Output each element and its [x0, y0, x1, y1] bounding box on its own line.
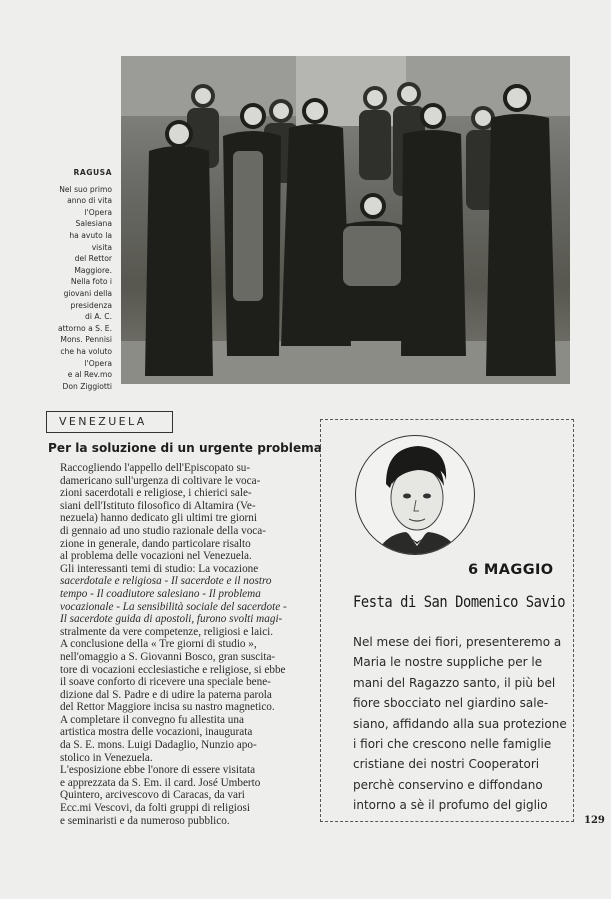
article-line: il soave conforto di ricevere una speciale bene-: [60, 676, 271, 689]
article-paragraph: [48, 563, 306, 639]
saint-portrait-icon: [356, 436, 474, 554]
article-line: Raccogliendo l'appello dell'Episcopato su-: [60, 462, 251, 474]
caption-line: anno di vita: [67, 196, 112, 206]
caption-line: Mons. Pennisi: [60, 335, 112, 345]
caption-line: Nel suo primo: [59, 184, 112, 194]
feast-line: siano, affidando alla sua protezione: [353, 716, 567, 731]
group-photo: [121, 56, 570, 384]
caption-line: del Rettor: [74, 254, 112, 264]
caption-location: RAGUSA: [73, 168, 112, 177]
article-line: L'esposizione ebbe l'onore di essere visitata: [60, 764, 256, 777]
photo-caption: [40, 167, 112, 392]
feast-line: fiore sbocciato nel giardino sale-: [353, 696, 549, 711]
article-line: di gennaio ad uno studio razionale della voca-: [60, 524, 266, 537]
article-line: nezuela) hanno dedicato gli ultimi tre giorni: [60, 512, 257, 525]
article-line: al problema delle vocazioni nel Venezuela.: [60, 550, 252, 563]
caption-line: Salesiana: [75, 219, 112, 229]
caption-line: giovani della: [63, 288, 112, 298]
caption-line: Nella foto i: [70, 277, 112, 287]
caption-line: ha avuto la: [69, 230, 112, 240]
article-line: tempo - Il coadiutore salesiano - Il problema: [60, 587, 261, 600]
article-line: Ecc.mi Vescovi, da folti gruppi di religiosi: [60, 802, 250, 815]
article-line: A conclusione della « Tre giorni di studio »,: [60, 638, 257, 651]
caption-line: visita: [91, 242, 112, 252]
section-tag: VENEZUELA: [46, 411, 173, 433]
article-headline: Per la soluzione di un urgente problema: [48, 441, 322, 455]
caption-line: Don Ziggiotti: [62, 381, 112, 391]
article-body: [48, 462, 306, 827]
feast-line: intorno a sè il profumo del giglio: [353, 798, 548, 813]
article-line: da S. E. mons. Luigi Dadaglio, Nunzio apo-: [60, 739, 257, 752]
article-line: stolico in Venezuela.: [60, 751, 153, 764]
article-line: stralmente da vere competenze, religiosi e laici.: [60, 625, 274, 638]
article-line: damericano sull'urgenza di coltivare le voca-: [60, 474, 261, 487]
article-line: nell'omaggio a S. Giovanni Bosco, gran suscita-: [60, 650, 276, 663]
article-line: artistica mostra delle vocazioni, inaugurata: [60, 726, 253, 739]
article-line: dizione dal S. Padre e di udire la paterna parola: [60, 688, 272, 701]
article-line: A completare il convegno fu allestita una: [60, 713, 244, 726]
article-line: tore di vocazioni ecclesiastiche e religiose, si ebbe: [60, 663, 286, 676]
feast-line: perchè conservino e diffondano: [353, 777, 543, 792]
caption-line: di A. C.: [85, 312, 112, 322]
caption-line: presidenza: [70, 300, 112, 310]
feast-line: Nel mese dei fiori, presenteremo a: [353, 635, 562, 649]
caption-line: l'Opera: [84, 207, 112, 217]
article-line: siani dell'Istituto filosofico di Altamira (Ve-: [60, 499, 256, 512]
article-paragraph: [48, 462, 306, 563]
article-line: e apprezzata da S. Em. il card. José Umberto: [60, 776, 261, 789]
article-paragraph: [48, 714, 306, 764]
article-line: e seminaristi e da numeroso pubblico.: [60, 814, 230, 827]
feast-date: 6 MAGGIO: [468, 562, 554, 578]
caption-line: l'Opera: [84, 358, 112, 368]
feast-line: cristiane dei nostri Cooperatori: [353, 757, 540, 772]
feast-line: mani del Ragazzo santo, il più bel: [353, 675, 556, 690]
caption-line: e al Rev.mo: [67, 370, 112, 380]
portrait-medallion: [355, 435, 475, 555]
feast-line: i fiori che crescono nelle famiglie: [353, 737, 552, 752]
article-line: Quintero, arcivescovo di Caracas, da vari: [60, 789, 245, 802]
caption-line: che ha voluto: [60, 346, 112, 356]
article-paragraph: [48, 764, 306, 827]
feast-line: Maria le nostre suppliche per le: [353, 655, 543, 670]
page-number: 129: [584, 815, 605, 826]
article-line: vocazionale - La sensibilità sociale del sacerdote -: [60, 600, 287, 613]
caption-line: Maggiore.: [74, 265, 112, 275]
article-line: zione in generale, dando particolare risalto: [60, 537, 251, 550]
article-paragraph: [48, 638, 306, 714]
feast-text: [353, 632, 575, 816]
article-line: Gli interessanti temi di studio: La vocazione: [60, 562, 259, 575]
feast-title: Festa di San Domenico Savio: [353, 592, 566, 611]
article-line: del Rettor Maggiore incisa su nastro magnetico.: [60, 701, 275, 714]
article-line: sacerdotale e religiosa - Il sacerdote e il nostro: [60, 575, 272, 588]
article-line: Il sacerdote guida di apostoli, furono svolti magi-: [60, 613, 283, 626]
caption-line: attorno a S. E.: [57, 323, 112, 333]
article-line: zioni sacerdotali e religiose, i chierici sale-: [60, 487, 252, 500]
